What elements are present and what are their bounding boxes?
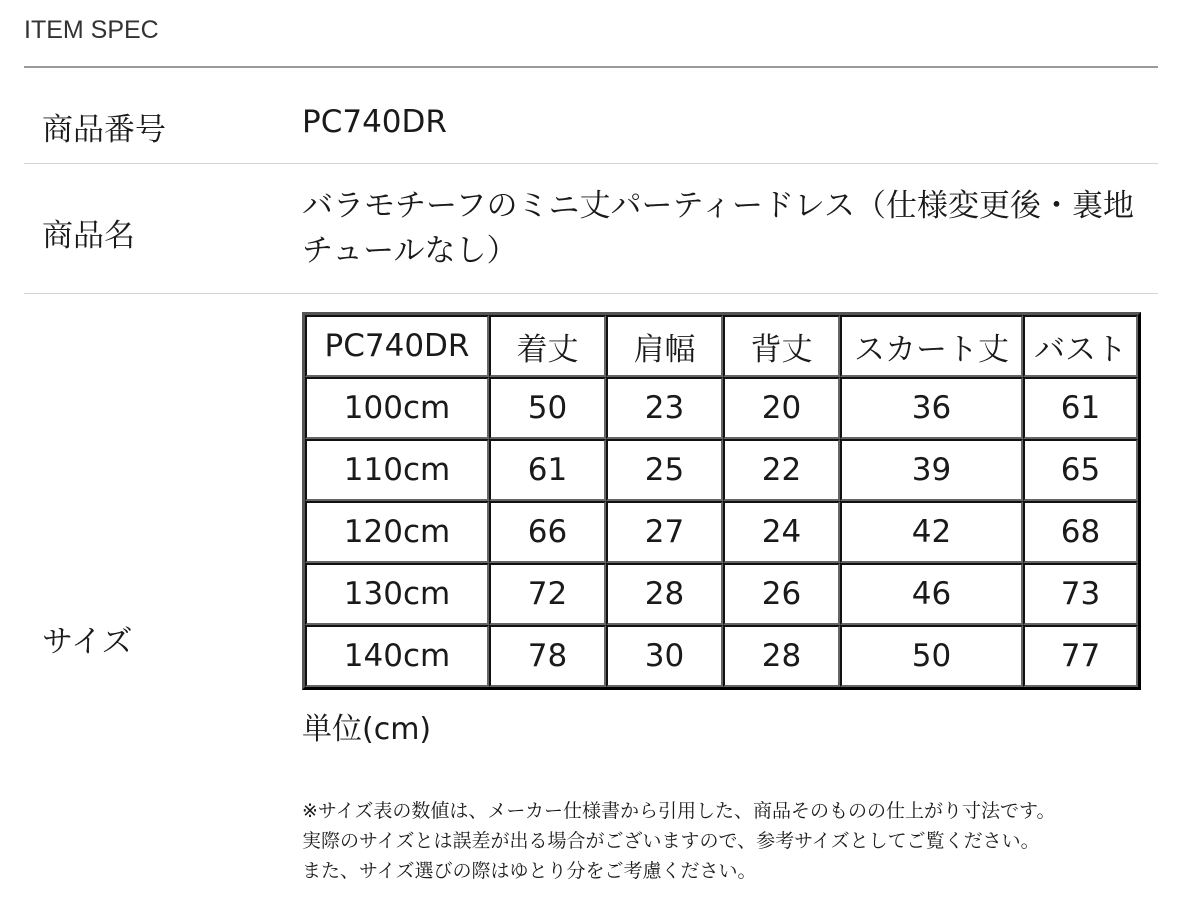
size-cell: 120cm (305, 501, 489, 563)
size-table (302, 312, 1141, 690)
size-cell: 100cm (305, 377, 489, 439)
measure-cell: 50 (489, 377, 606, 439)
measure-cell: 61 (489, 439, 606, 501)
header-cell-back-length: 背丈 (723, 315, 840, 377)
size-notes (302, 796, 1056, 886)
product-name-value: バラモチーフのミニ丈パーティードレス（仕様変更後・裏地チュールなし） (302, 188, 1135, 269)
measure-cell: 28 (723, 625, 840, 687)
measure-cell: 20 (723, 377, 840, 439)
section-title: ITEM SPEC (24, 16, 159, 44)
measure-cell: 46 (840, 563, 1023, 625)
measure-cell: 78 (489, 625, 606, 687)
measure-cell: 77 (1023, 625, 1138, 687)
measure-cell: 42 (840, 501, 1023, 563)
header-cell-product-number: PC740DR (305, 315, 489, 377)
measure-cell: 22 (723, 439, 840, 501)
product-name-label: 商品名 (42, 218, 135, 254)
size-cell: 140cm (305, 625, 489, 687)
measure-cell: 30 (606, 625, 723, 687)
row-divider (24, 293, 1158, 294)
measure-cell: 23 (606, 377, 723, 439)
note-line: 実際のサイズとは誤差が出る場合がございますので、参考サイズとしてご覧ください。 (302, 830, 1040, 852)
note-line: また、サイズ選びの際はゆとり分をご考慮ください。 (302, 860, 757, 882)
product-number-label: 商品番号 (42, 112, 166, 148)
row-divider (24, 163, 1158, 164)
measure-cell: 27 (606, 501, 723, 563)
measure-cell: 28 (606, 563, 723, 625)
note-line: ※サイズ表の数値は、メーカー仕様書から引用した、商品そのものの仕上がり寸法です。 (302, 800, 1056, 822)
size-table-header-row (305, 315, 1138, 377)
measure-cell: 25 (606, 439, 723, 501)
measure-cell: 50 (840, 625, 1023, 687)
size-label: サイズ (42, 624, 133, 660)
size-cell: 110cm (305, 439, 489, 501)
size-table-row (305, 563, 1138, 625)
measure-cell: 61 (1023, 377, 1138, 439)
size-table-row (305, 377, 1138, 439)
measure-cell: 73 (1023, 563, 1138, 625)
measure-cell: 65 (1023, 439, 1138, 501)
measure-cell: 26 (723, 563, 840, 625)
size-table-row (305, 625, 1138, 687)
product-number-value: PC740DR (302, 104, 447, 140)
header-cell-bust: バスト (1023, 315, 1138, 377)
section-title-divider (24, 66, 1158, 68)
size-table-row (305, 439, 1138, 501)
measure-cell: 39 (840, 439, 1023, 501)
header-cell-shoulder: 肩幅 (606, 315, 723, 377)
measure-cell: 68 (1023, 501, 1138, 563)
measure-cell: 66 (489, 501, 606, 563)
header-cell-length: 着丈 (489, 315, 606, 377)
measure-cell: 72 (489, 563, 606, 625)
size-cell: 130cm (305, 563, 489, 625)
measure-cell: 24 (723, 501, 840, 563)
unit-note: 単位(cm) (302, 712, 432, 747)
measure-cell: 36 (840, 377, 1023, 439)
size-table-row (305, 501, 1138, 563)
header-cell-skirt-length: スカート丈 (840, 315, 1023, 377)
